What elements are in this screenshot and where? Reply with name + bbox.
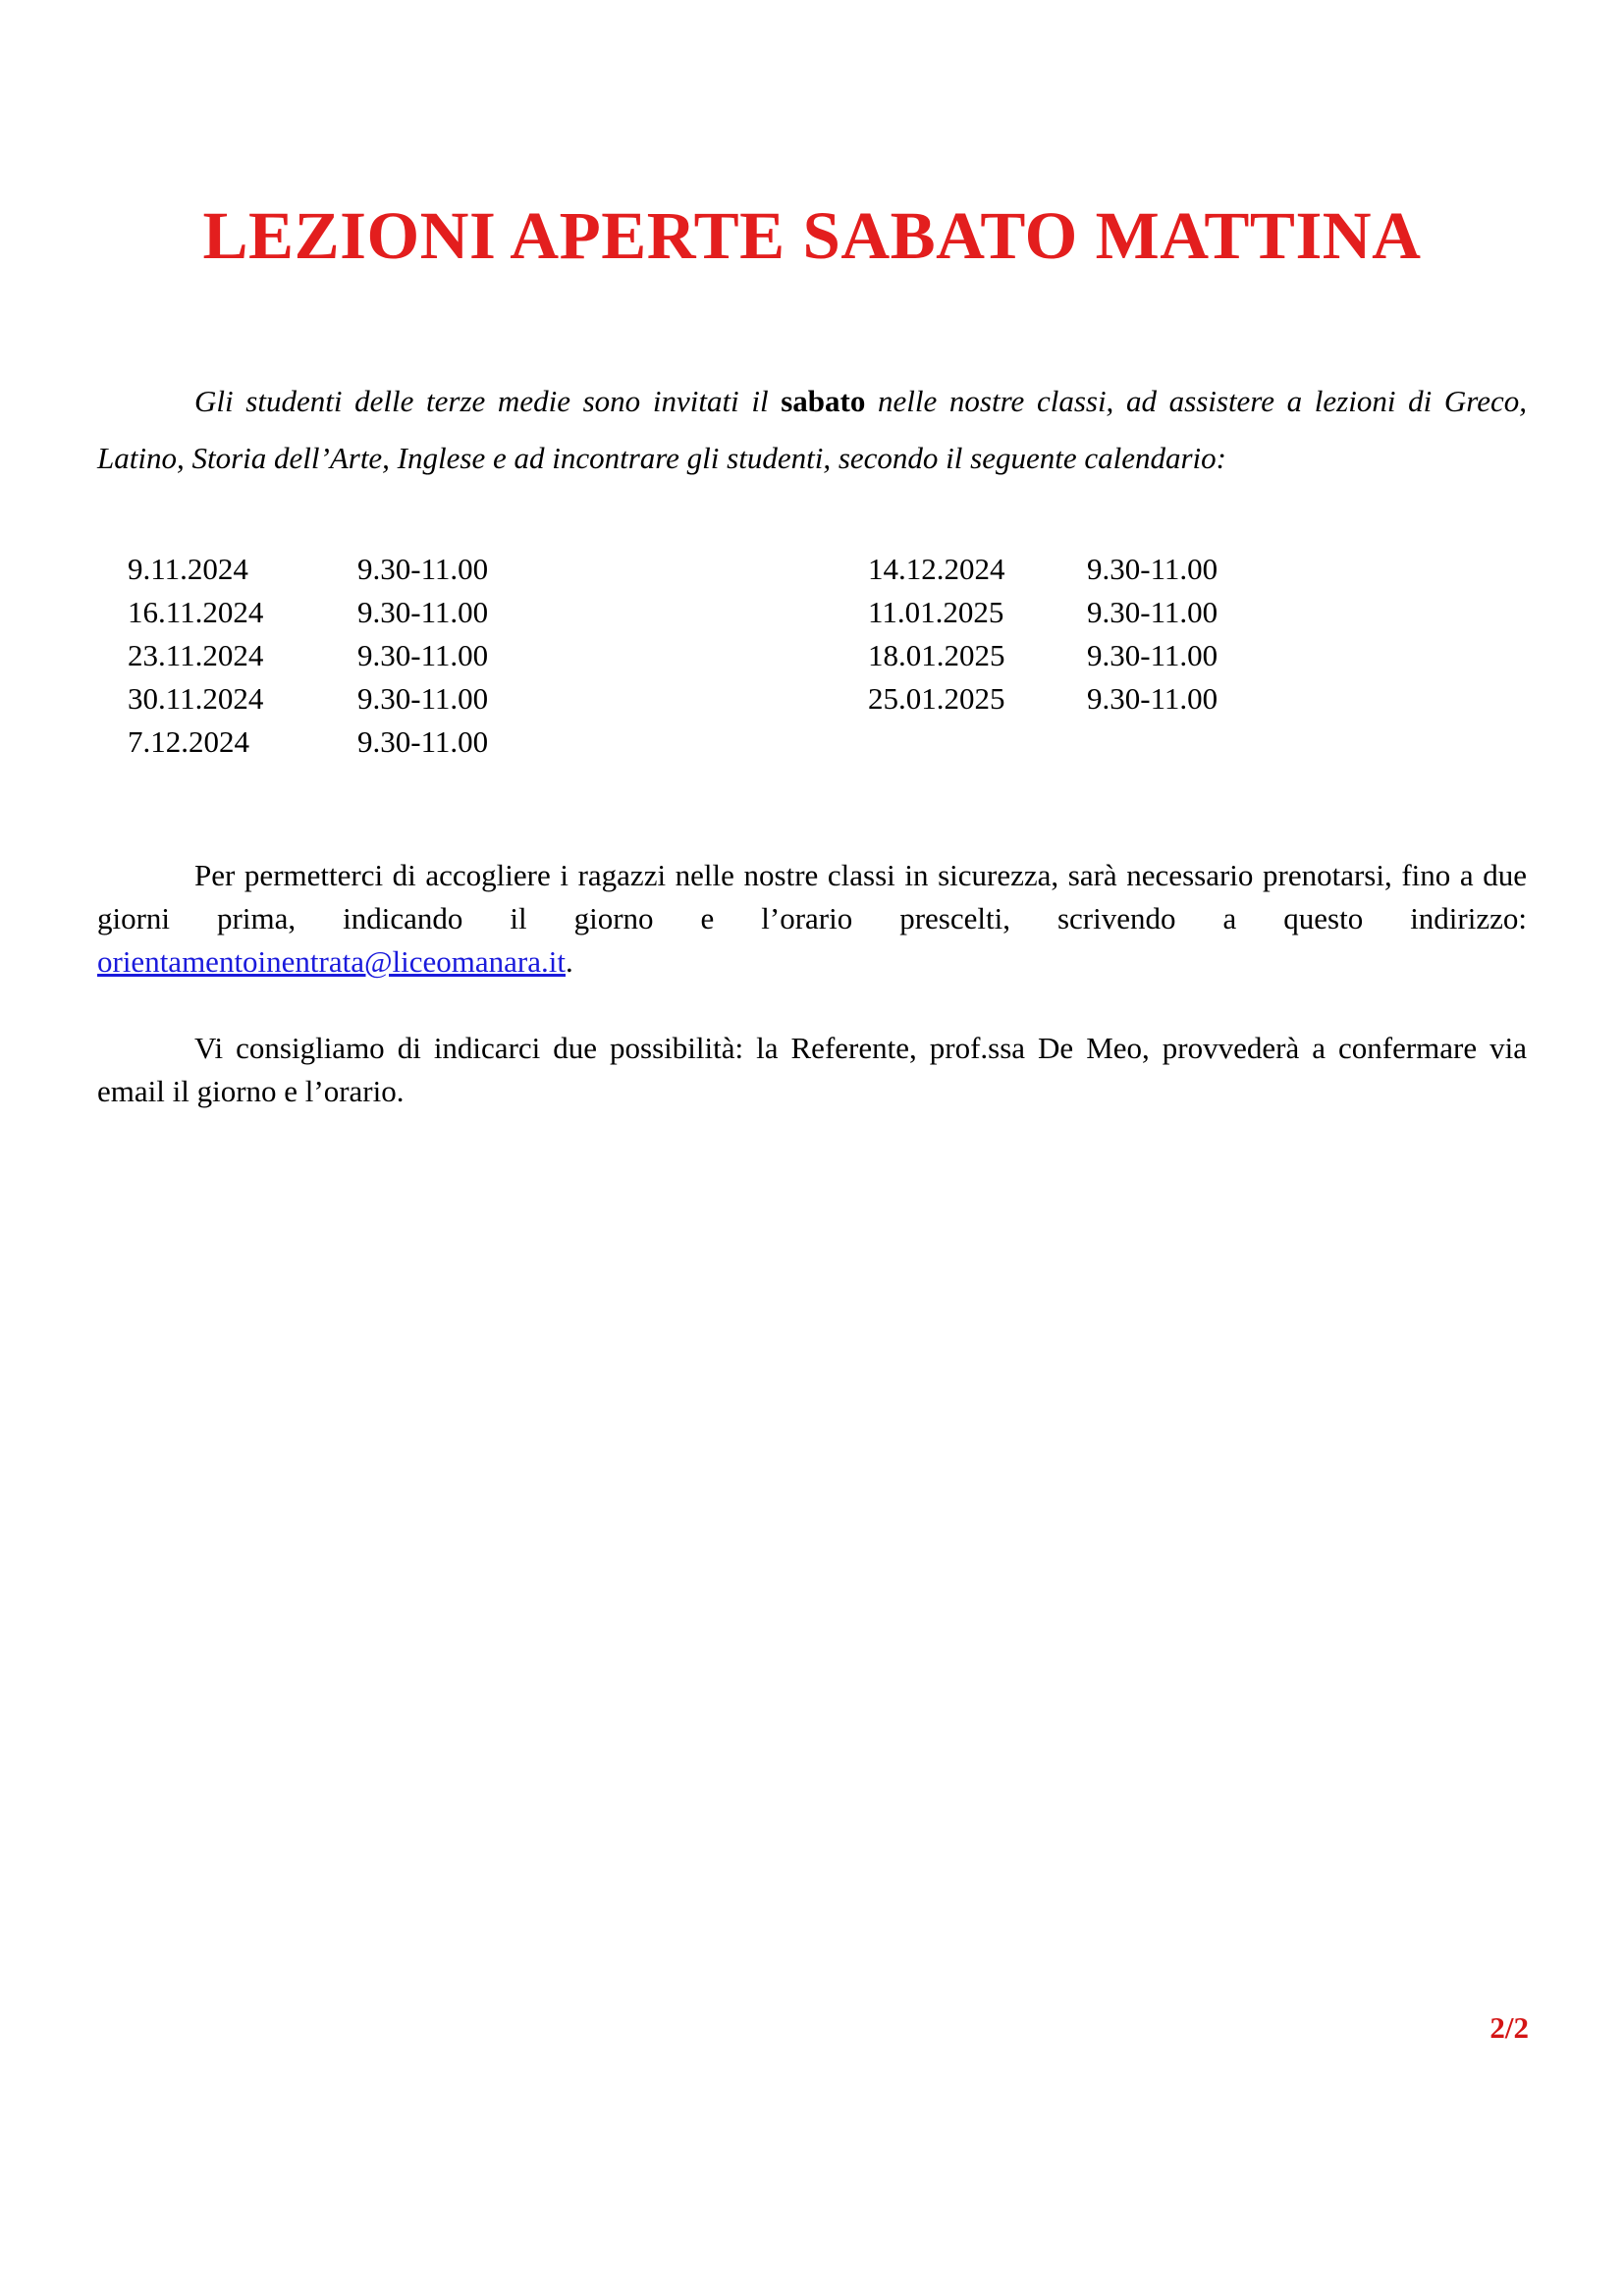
intro-paragraph bbox=[97, 373, 1527, 487]
schedule-row bbox=[868, 677, 1218, 721]
schedule-date: 14.12.2024 bbox=[868, 552, 1005, 586]
intro-bold-day: sabato bbox=[781, 384, 866, 418]
intro-text-start: Gli studenti delle terze medie sono invitati il bbox=[194, 384, 782, 418]
intro-text-end: nelle nostre classi, ad assistere a lezioni di Greco, Latino, Storia dell’Arte, Inglese e ad incontrare gli studenti, secondo il seguente calendario: bbox=[97, 384, 1527, 475]
schedule-row bbox=[128, 677, 488, 721]
schedule-row bbox=[868, 591, 1218, 634]
schedule-row bbox=[128, 634, 488, 677]
schedule-date: 9.11.2024 bbox=[128, 552, 248, 586]
schedule-time: 9.30-11.00 bbox=[357, 552, 489, 586]
schedule-date: 23.11.2024 bbox=[128, 638, 264, 672]
booking-end: . bbox=[565, 944, 573, 979]
schedule-right-column bbox=[868, 548, 1218, 721]
schedule-time: 9.30-11.00 bbox=[357, 724, 489, 759]
booking-text: Per permetterci di accogliere i ragazzi nelle nostre classi in sicurezza, sarà necessario prenotarsi, fino a due giorni prima, indicando il giorno e l’orario prescelti, scrivendo a questo indirizzo: bbox=[97, 858, 1527, 935]
page-number: 2/2 bbox=[1489, 2010, 1529, 2045]
schedule-row bbox=[128, 548, 488, 591]
email-link[interactable]: orientamentoinentrata@liceomanara.it bbox=[97, 944, 566, 979]
schedule-left-column bbox=[128, 548, 488, 764]
schedule-date: 25.01.2025 bbox=[868, 681, 1005, 716]
schedule-date: 7.12.2024 bbox=[128, 724, 249, 759]
schedule-time: 9.30-11.00 bbox=[357, 595, 489, 629]
schedule-date: 11.01.2025 bbox=[868, 595, 1004, 629]
schedule-time: 9.30-11.00 bbox=[1087, 638, 1218, 672]
schedule-date: 30.11.2024 bbox=[128, 681, 264, 716]
schedule-time: 9.30-11.00 bbox=[357, 681, 489, 716]
schedule-row bbox=[128, 721, 488, 764]
booking-paragraph bbox=[97, 854, 1527, 984]
schedule-row bbox=[868, 634, 1218, 677]
schedule-time: 9.30-11.00 bbox=[1087, 595, 1218, 629]
schedule-row bbox=[128, 591, 488, 634]
schedule-row bbox=[868, 548, 1218, 591]
advice-paragraph: Vi consigliamo di indicarci due possibilità: la Referente, prof.ssa De Meo, provvederà a confermare via email il giorno e l’orario. bbox=[97, 1031, 1527, 1108]
schedule-time: 9.30-11.00 bbox=[357, 638, 489, 672]
schedule-time: 9.30-11.00 bbox=[1087, 552, 1218, 586]
schedule-date: 18.01.2025 bbox=[868, 638, 1005, 672]
schedule-time: 9.30-11.00 bbox=[1087, 681, 1218, 716]
page-title: LEZIONI APERTE SABATO MATTINA bbox=[202, 198, 1422, 273]
schedule-date: 16.11.2024 bbox=[128, 595, 264, 629]
